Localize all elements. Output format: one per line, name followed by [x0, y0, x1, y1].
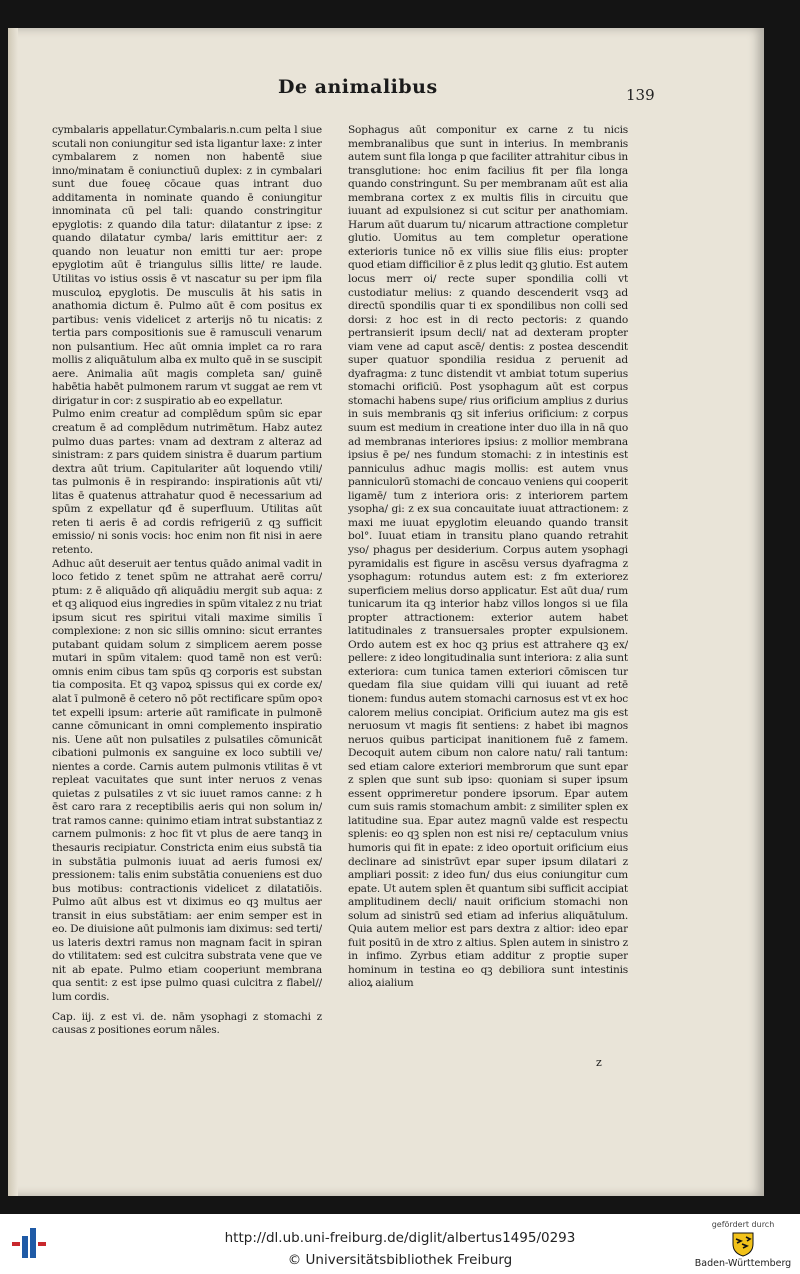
funder-name: Baden-Württemberg: [694, 1258, 792, 1269]
funder-note: gefördert durch: [711, 1220, 775, 1229]
paragraph: Pulmo enim creatur ad complēdum spūm sic epar creatum ē ad complēdum nutrimētum. Habz autez pulmo duas partes: vnam ad dextram z alteraz ad sinistram: z pars quidem sinistra ē duarum partium dextra aūt trium. Capitulariter aūt loquendo vtili/ tas pulmonis ē in respirando: inspirationis aūt vti/ litas ē quatenus attrahatur quod ē necessarium ad spūm z expellatur qđ ē superfluum. Utilitas aūt reten ti aeris ē ad cordis refrigeriū z qꝫ sufficit emissio/ ni sonis vocis: hoc enim non fit nisi in aere retento.: [52, 408, 322, 556]
permalink[interactable]: http://dl.ub.uni-freiburg.de/diglit/albertus1495/0293: [224, 1230, 576, 1246]
running-head: De animalibus: [278, 76, 438, 98]
paragraph: Adhuc aūt deseruit aer tentus quādo animal vadit in loco fetido z tenet spūm ne attrahat aerē corru/ ptum: z ē aliquādo qñ aliquādiu mergit sub aqua: z et qꝫ aliquod eius ingredies in spūm vitalez z nu triat ipsum sicut res spiritui vitali maxime similis ī complexione: z non sic sillis omnino: sicut errantes putabant quidam solum z simplicem aerem posse mutari in spūm vitalem: quod tamē non est verū: omnis enim cibus tam spūs qꝫ corporis est substan tia composita. Et qꝫ vapoꝝ spissus qui ex corde ex/ alat ī pulmonē ē cetero nō pōt rectificare spūm opoꝛ tet expelli ipsum: arterie aūt ramificate in pulmonē canne cōmunicant in omni complemento inspiratio nis. Uene aūt non pulsatiles z pulsatiles cōmunicāt cibationi pulmonis ex sanguine ex loco subtili ve/ nientes a corde. Carnis autem pulmonis vtilitas ē vt repleat vacuitates que sunt inter neruos z venas quietas z pulsatiles z vt sic iuuet ramos canne: z h ēst caro rara z receptibilis aeris qui non solum in/ trat ramos canne: quinimo etiam intrat substantiaz z carnem pulmonis: z hoc fit vt plus de aere tanqꝫ in thesauris recipiatur. Constricta enim eius substā tia in substātia pulmonis iuuat ad aeris fumosi ex/ pressionem: talis enim substātia conueniens est duo bus motibus: contractionis videlicet z dilatatiōis. Pulmo aūt albus est vt diximus eo qꝫ multus aer transit in eius substātiam: aer enim semper est in eo. De diuisione aūt pulmonis iam diximus: sed terti/ us lateris dextri ramus non magnam facit in spiran do vtilitatem: sed est culcitra substrata vene que ve nit ab epate. Pulmo etiam cooperiunt membrana qua sentit: z est ipse pulmo quasi culcitra z flabel// lum cordis.: [52, 557, 322, 1003]
book-page: [8, 28, 764, 1196]
text-column-left: [52, 124, 322, 1044]
text-column-right: [348, 124, 628, 1044]
viewer-footer: [0, 1214, 800, 1274]
state-crest-icon: [730, 1231, 756, 1257]
funder-badge: [693, 1220, 793, 1269]
copyright-notice: © Universitätsbibliothek Freiburg: [287, 1252, 513, 1268]
paragraph: Sophagus aūt componitur ex carne z tu nicis membranalibus que sunt in interius. In membranis autem sunt fila longa p que faciliter attrahitur cibus in transglutione: hoc enim facilius fit per fila longa quando constringunt. Su per membranam aūt est alia membrana cortex z ex multis filis in circuitu que iuuant ad expulsionez si cut scitur per anathomiam. Harum aūt duarum tu/ nicarum attractione completur glutio. Uomitus au tem completur operatione exterioris tunice nō ex villis siue filis eius: propter quod etiam difficilior ē z plus ledit qꝫ glutio. Est autem locus merr oi/ recte super spondilia colli vt custodiatur melius: z quando descenderit vsqꝫ ad directū spondilis quar ti ex spondilibus non colli sed dorsi: z hoc est in di recto pectoris: z quando pertransierit ipsum decli/ nat ad dexteram propter viam vene ad caput ascē/ dentis: z postea descendit super quatuor spondilia residua z peruenit ad dyafragma: z tunc distendit vt ambiat totum superius stomachi orificiū. Post ysophagum aūt est corpus stomachi habens supe/ rius orificium amplius z durius in suis membranis qꝫ sit inferius orificium: z corpus suum est medium in creatione inter duo illa in nā quo ad membranas interiores ipsius: z mollior membrana ipsius ē pe/ nes fundum stomachi: z in intestinis est panniculus adhuc magis mollis: est autem vnus panniculorū stomachi de concauo veniens qui cooperit ligamē/ tum z interiora oris: z interiorem partem ysopha/ gi: z ex sua concauitate iuuat attractionem: z maxi me iuuat epyglotim eleuando quando transit bol°. Iuuat etiam in transitu plano quando retrahit yso/ phagus per desiderium. Corpus autem ysophagi pyramidalis est figure in ascēsu versus dyafragma z ysophagum: rotundus autem est: z fm exteriorez superficiem melius dorso applicatur. Est aūt dua/ rum tunicarum ita qꝫ interior habz villos longos si ue fila propter attractionem: exterior autem habet latitudinales z transuersales propter expulsionem. Ordo autem est ex hoc qꝫ prius est attrahere qꝫ ex/ pellere: z ideo longitudinalia sunt interiora: z alia sunt exteriora: cum tunica tamen exteriori cōmiscen tur quedam fila siue quidam villi qui iuuant ad retē tionem: fundus autem stomachi carnosus est vt ex hoc calorem melius concipiat. Orificium autez ma gis est neruosum vt magis fit sentiens: z habet ibi magnos neruos quibus participat inanitionem fuē z famem. Decoquit autem cibum non calore natu/ rali tantum: sed etiam calore exteriori membrorum que sunt epar z splen que sunt sub ipso: quoniam si super ipsum essent opprimeretur pondere ipsorum. Epar autem cum suis ramis stomachum ambit: z similiter splen ex latitudine sua. Epar autez magnū valde est respectu splenis: eo qꝫ splen non est nisi re/ ceptaculum vnius humoris qui fit in epate: z ideo oportuit orificium eius declinare ad sinistrūvt epar super ipsum dilatari z ampliari possit: z ideo fun/ dus eius coniungitur cum epate. Ut autem splen ēt quantum sibi sufficit accipiat amplitudinem decli/ nauit orificium stomachi non solum ad sinistrū sed etiam ad inferius aliquātulum. Quia autem melior est pars dextra z altior: ideo epar fuit positū in de xtro z altius. Splen autem in sinistro z in infimo. Zyrbus etiam additur z proptie super hominum in testina eo qꝫ debiliora sunt intestinis alioꝝ aialium: [348, 124, 628, 990]
catchword: z: [596, 1056, 602, 1069]
paragraph: cymbalaris appellatur.Cymbalaris.n.cum pelta l siue scutali non coniungitur sed ista ligantur laxe: z inter cymbalarem z nomen non habentē siue inno/minatam ē coniunctiuū duplex: z in cymbalari sunt due foueę cōcaue quas intrant duo additamenta in nominate quando ē coniungitur innominata cū pel tali: quando constringitur epyglotis: z quando dila tatur: dilatantur z ipse: z quando dilatatur cymba/ laris emittitur aer: z quando non leuatur non emitti tur aer: prope epyglotim aūt ē triangulus sillis litte/ re laude. Utilitas vo istius ossis ē vt nascatur su per ipm fila musculoꝝ epyglotis. De musculis āt his satis in anathomia dictum ē. Pulmo aūt ē com positus ex partibus: venis videlicet z arterijs nō tu nicatis: z tertia pars compositionis sue ē ramusculi venarum non pulsantium. Hec aūt omnia implet ca ro rara mollis z aliquātulum alba ex multo quē in se suscipit aere. Animalia aūt magis completa san/ guinē habētia habēt pulmonem rarum vt suggat ae rem vt dirigatur in cor: z suspiratio ab eo expellatur.: [52, 124, 322, 407]
folio-number: 139: [626, 86, 655, 104]
chapter-heading: Cap. iij. z est vi. de. nām ysophagi z stomachi z causas z positiones eorum nāles.: [52, 1010, 322, 1037]
